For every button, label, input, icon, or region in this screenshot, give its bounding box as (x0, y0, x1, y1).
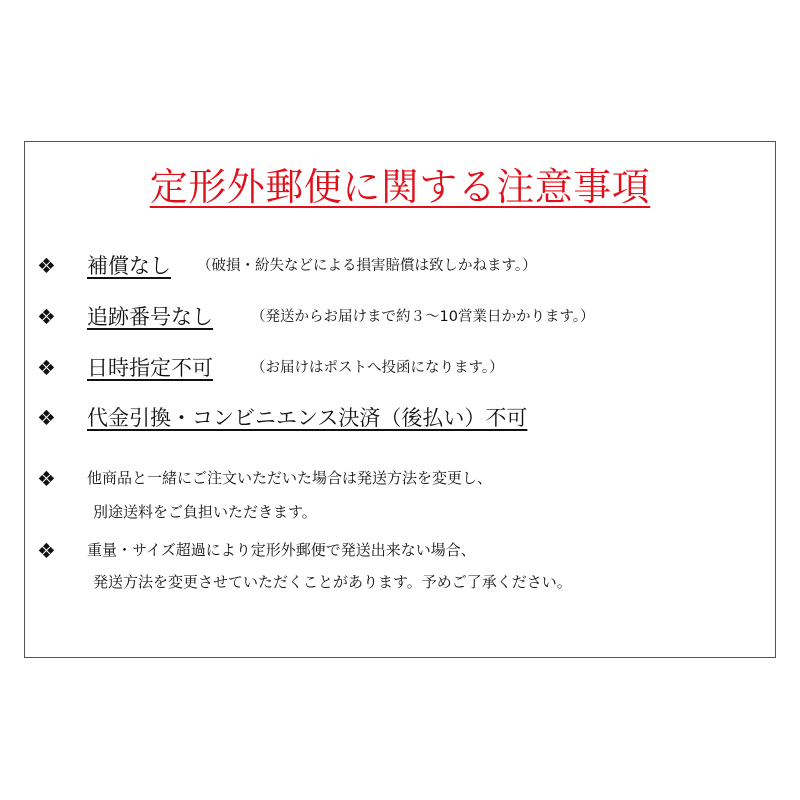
note-line: 別途送料をご負担いただきます。 (93, 503, 317, 521)
item-heading-no-compensation: 補償なし (87, 254, 171, 278)
diamond-bullet-icon: ❖ (37, 406, 56, 430)
notice-title-text: 定形外郵便に関する注意事項 (149, 165, 651, 209)
diamond-bullet-icon: ❖ (37, 305, 56, 329)
item-note: （破損・紛失などによる損害賠償は致しかねます。） (197, 258, 537, 274)
note-line: 重量・サイズ超過により定形外郵便で発送出来ない場合、 (87, 541, 476, 559)
item-heading-no-date-time: 日時指定不可 (87, 356, 213, 380)
note-line: 他商品と一緒にご注文いただいた場合は発送方法を変更し、 (87, 469, 493, 487)
diamond-bullet-icon: ❖ (37, 467, 56, 491)
diamond-bullet-icon: ❖ (37, 539, 56, 563)
diamond-bullet-icon: ❖ (37, 356, 56, 380)
notice-box (24, 141, 776, 658)
item-heading-no-cod: 代金引換・コンビニエンス決済（後払い）不可 (87, 406, 528, 430)
notice-title (25, 164, 775, 210)
item-note: （お届けはポストへ投函になります。） (251, 360, 504, 376)
note-line: 発送方法を変更させていただくことがあります。予めご了承ください。 (93, 573, 572, 591)
item-note: （発送からお届けまで約３～10営業日かかります。） (251, 309, 595, 325)
diamond-bullet-icon: ❖ (37, 254, 56, 278)
item-heading-no-tracking: 追跡番号なし (87, 305, 213, 329)
